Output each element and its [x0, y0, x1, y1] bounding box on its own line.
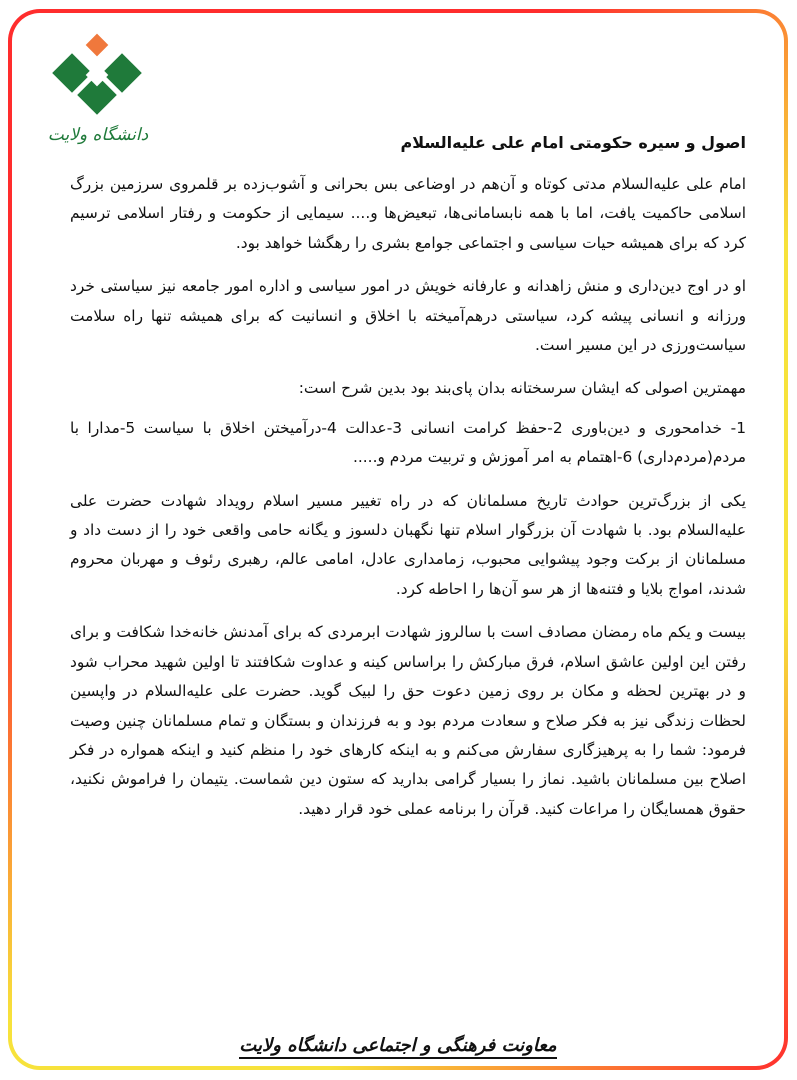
- page-body: [12, 13, 784, 1066]
- article-title: اصول و سیره حکومتی امام علی علیه‌السلام: [400, 133, 746, 152]
- article: [70, 133, 746, 838]
- paragraph-martyrdom: یکی از بزرگ‌ترین حوادث تاریخ مسلمانان که در راه تغییر مسیر اسلام رویداد شهادت حضرت علی علیه‌السلام بود. با شهادت آن بزرگوار اسلام تنها نگهبان دلسوز و یگانه حامی واقعی خود را از دست داد و مسلمانان از برکت وجود پیشوایی محبوب، زمامداری عادل، امامی عالم، رهبری رئوف و مهربان محروم شدند، امواج بلایا و فتنه‌ها از هر سو آن‌ها را احاطه کرد.: [70, 491, 746, 598]
- logo-wordmark: دانشگاه ولایت: [47, 125, 149, 145]
- logo-emblem-icon: [42, 33, 154, 125]
- paragraph-principles-intro: مهمترین اصولی که ایشان سرسختانه بدان پای‌بند بود بدین شرح است:: [298, 379, 746, 398]
- paragraph-will: بیست و یکم ماه رمضان مصادف است با سالروز شهادت ابرمردی که برای آمدنش خانه‌خدا شکافت و برای رفتن این اولین عاشق اسلام، فرق مبارکش را براساس کینه و عداوت شکافتند تا اولین شهید محراب شود و در بهترین لحظه و مکان بر روی زمین دعوت حق را لبیک گوید. حضرت علی علیه‌السلام در واپسین لحظات زندگی نیز به فکر صلاح و سعادت مردم بود و به فرزندان و بستگان و تمام مسلمانان چنین وصیت فرمود: شما را به پرهیزگاری سفارش می‌کنم و به اینکه کارهای خود را منظم کنید و اینکه همواره در فکر اصلاح بین مسلمانان باشید. نماز را بسیار گرامی بدارید که ستون دین شماست. یتیمان را فراموش نکنید، حقوق همسایگان را مراعات کنید. قرآن را برنامه عملی خود قرار دهید.: [70, 623, 746, 818]
- page-frame: [8, 9, 788, 1070]
- paragraph-politics: او در اوج دین‌داری و منش زاهدانه و عارفانه خویش در امور سیاسی و اداره امور جامعه نیز سیاستی خرد ورزانه و انسانی پیشه کرد، سیاستی درهم‌آمیخته با اخلاق و انسانیت که برای همیشه تنها راه سلامت سیاست‌ورزی در این مسیر است.: [70, 277, 746, 355]
- footer-signature: معاونت فرهنگی و اجتماعی دانشگاه ولایت: [239, 1035, 556, 1059]
- paragraph-intro: امام علی علیه‌السلام مدتی کوتاه و آن‌هم در اوضاعی بس بحرانی و آشوب‌زده بر قلمروی سرزمین بزرگ اسلامی حاکمیت یافت، اما با همه نابسامانی‌ها، تبعیض‌ها و.... سیمایی از حکومت و رفتار اسلامی ترسیم کرد که برای همیشه حیات سیاسی و اجتماعی جوامع بشری را رهگشا خواهد بود.: [70, 175, 746, 252]
- footer: [12, 1035, 784, 1059]
- paragraph-principles-list: 1- خدامحوری و دین‌باوری 2-حفظ کرامت انسانی 3-عدالت 4-درآمیختن اخلاق با سیاست 5-مدارا با مردم(مردم‌داری) 6-اهتمام به امر آموزش و تربیت مردم و.....: [70, 418, 746, 467]
